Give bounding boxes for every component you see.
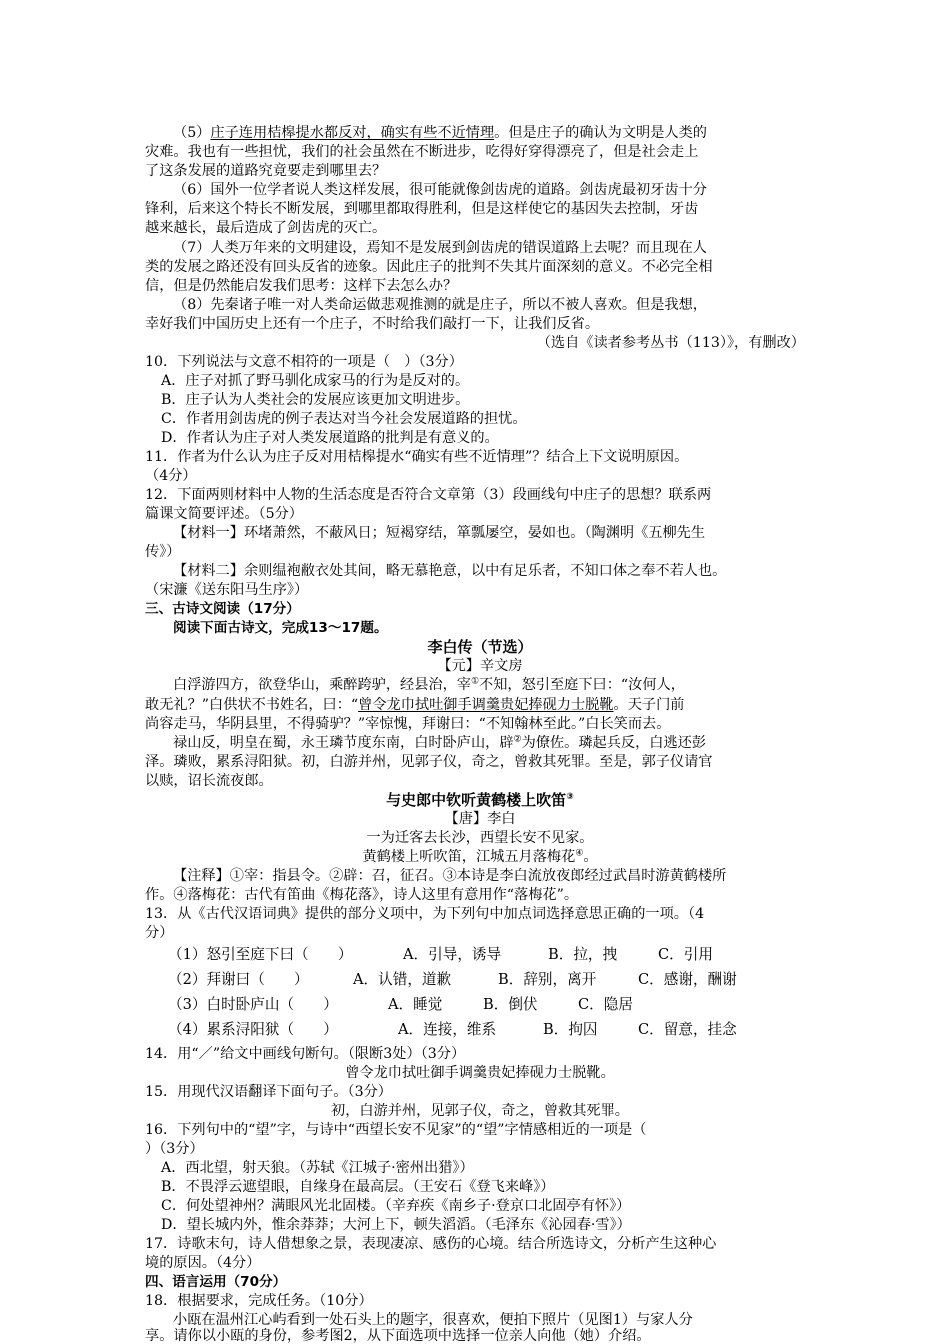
- prose-line1: [173, 675, 843, 695]
- q13-option-b: B．倒伏: [483, 996, 538, 1013]
- passage-p7-line1: （7）人类万年来的文明建设，焉知不是发展到剑齿虎的错误道路上去呢？而且现在人: [173, 240, 707, 256]
- poem-line1: 一为迁客去长沙，西望长安不见家。: [366, 830, 594, 846]
- q10-option-b: B．庄子认为人类社会的发展应该更加文明进步。: [161, 392, 470, 408]
- poem-line2-end: 。: [583, 849, 598, 865]
- prose-line1-b: 不知，怒引至庭下曰：“汝何人，: [479, 677, 685, 693]
- q13-option-b: B．拉，拽: [548, 946, 618, 963]
- passage-p5-line2: 灾难。我也有一些担忧，我们的社会虽然在不断进步，吃得好穿得漂亮了，但是社会走上: [145, 144, 699, 160]
- poem-line2-text: 黄鹤楼上听吹笛，江城五月落梅花: [362, 849, 576, 865]
- notes-line2: 作。④落梅花：古代有笛曲《梅花落》，诗人这里有意用作“落梅花”。: [145, 887, 579, 903]
- passage-p5-line3: 了这条发展的道路究竟要走到哪里去？: [145, 163, 387, 179]
- q12-material2-line1: 【材料二】余则缊袍敝衣处其间，略无慕艳意，以中有足乐者，不知口体之奉不若人也。: [173, 563, 727, 579]
- q18-stem: 18．根据要求，完成任务。（10分）: [145, 1293, 373, 1309]
- q13-item-question: （4）累系浔阳狱（ ）: [168, 1021, 338, 1038]
- prose-title: 李白传（节选）: [427, 638, 533, 656]
- q13-option-a: A．连接，维系: [398, 1021, 497, 1038]
- prose-line2: [145, 695, 815, 715]
- notes-line1: 【注释】①宰：指县令。②辟：召，征召。③本诗是李白流放夜郎经过武昌时游黄鹤楼所: [173, 868, 727, 884]
- q13-option-c: C．引用: [658, 946, 713, 963]
- q16-option-b: B．不畏浮云遮望眼，自缘身在最高层。（王安石《登飞来峰》）: [161, 1179, 555, 1195]
- prose-author: 【元】辛文房: [437, 658, 523, 674]
- passage-p7-line2: 类的发展之路还没有回头反省的迹象。因此庄子的批判不失其片面深刻的意义。不必完全相: [145, 259, 713, 275]
- p5-rest: 。但是庄子的确认为文明是人类的: [494, 125, 707, 141]
- prose-line4-b: 为僚佐。璘起兵反，白逃还彭: [521, 735, 707, 751]
- underlined-sentence: 曾令龙巾拭吐御手调羹贵妃捧砚力士脱靴: [358, 697, 614, 713]
- q13-option-a: A．引导，诱导: [403, 946, 502, 963]
- q12-material1-line2: 传》）: [145, 544, 181, 560]
- prose-line6: 以赎，诏长流夜郎。: [145, 773, 273, 789]
- q13-item-question: （3）白时卧庐山（ ）: [168, 996, 338, 1013]
- paragraph-number: （5）: [173, 125, 211, 141]
- q15-stem: 15．用现代汉语翻译下面句子。（3分）: [145, 1084, 392, 1100]
- q16-option-a: A．西北望，射天狼。（苏轼《江城子·密州出猎》）: [161, 1160, 474, 1176]
- prose-line5: 泽。璘败，累系浔阳狱。初，白游并州，见郭子仪，奇之，曾救其死罪。至是，郭子仪请官: [145, 754, 713, 770]
- poem-line2: [145, 847, 815, 867]
- poem-title: [145, 790, 815, 810]
- q11-line1: 11．作者为什么认为庄子反对用桔槔提水“确实有些不近情理”？结合上下文说明原因。: [145, 449, 689, 465]
- passage-p6-line1: （6）国外一位学者说人类这样发展，很可能就像剑齿虎的道路。剑齿虎最初牙齿十分: [173, 182, 707, 198]
- q16-option-d: D．望长城内外，惟余莽莽；大河上下，顿失滔滔。（毛泽东《沁园春·雪》）: [161, 1217, 631, 1233]
- note-marker: ①: [470, 676, 480, 687]
- q11-line2: （4分）: [145, 468, 197, 484]
- q15-sentence: 初，白游并州，见郭子仪，奇之，曾救其死罪。: [331, 1103, 629, 1119]
- prose-line2-b: 。天子门前: [613, 697, 685, 713]
- prose-line4-a: 禄山反，明皇在蜀，永王璘节度东南，白时卧庐山，辟: [173, 735, 514, 751]
- poem-title-text: 与史郎中钦听黄鹤楼上吹笛: [386, 791, 567, 809]
- prose-line2-a: 敢无礼？”白供状不书姓名，曰：“: [145, 697, 359, 713]
- underlined-sentence: 庄子连用桔槔提水都反对，确实有些不近情理: [210, 125, 495, 141]
- q16-option-c: C．何处望神州？满眼风光北固楼。（辛弃疾《南乡子·登京口北固亭有怀》）: [161, 1198, 631, 1214]
- passage-p5-line1: [173, 123, 843, 143]
- q10-stem: 10．下列说法与文意不相符的一项是（ ）（3分）: [145, 354, 463, 370]
- q13-item-question: （1）怒引至庭下曰（ ）: [168, 946, 353, 963]
- q13-line2: 分）: [145, 925, 174, 941]
- q12-line1: 12．下面两则材料中人物的生活态度是否符合文章第（3）段画线句中庄子的思想？联系两: [145, 487, 712, 503]
- q18-line1: 小瓯在温州江心屿看到一处石头上的题字，很喜欢，便拍下照片（见图1）与家人分: [173, 1312, 693, 1328]
- q13-option-c: C．隐居: [578, 996, 633, 1013]
- prose-line1-a: 白浮游四方，欲登华山，乘醉跨驴，经县治，宰: [173, 677, 471, 693]
- note-marker: ②: [513, 734, 522, 745]
- prose-line4: [173, 733, 843, 753]
- q12-material2-line2: （宋濂《送东阳马生序》）: [145, 582, 309, 598]
- section3-intro: 阅读下面古诗文，完成13～17题。: [173, 620, 388, 636]
- q13-option-b: B．辞别，离开: [498, 971, 597, 988]
- q13-option-a: A．认错，道歉: [353, 971, 452, 988]
- passage-source: （选自《读者参考丛书（113）》，有删改）: [536, 335, 805, 351]
- q17-line1: 17．诗歌末句，诗人借想象之景，表现凄凉、感伤的心境。结合所选诗文，分析产生这种心: [145, 1236, 717, 1252]
- q13-option-a: A．睡觉: [388, 996, 443, 1013]
- prose-line3: 尚容走马，华阴县里，不得骑驴？”宰惊愧，拜谢曰：“不知翰林至此。”白长笑而去。: [145, 716, 671, 732]
- q13-option-c: C．感谢，酬谢: [638, 971, 737, 988]
- poem-author: 【唐】李白: [444, 811, 516, 827]
- passage-p7-line3: 信，但是仍然能启发我们思考：这样下去怎么办？: [145, 278, 458, 294]
- note-marker: ③: [566, 792, 574, 802]
- q17-line2: 境的原因。（4分）: [145, 1255, 261, 1271]
- passage-p6-line3: 越来越长，最后造成了剑齿虎的灭亡。: [145, 220, 387, 236]
- q16-line2: ）（3分）: [145, 1141, 204, 1157]
- section3-title: 三、古诗文阅读（17分）: [145, 601, 300, 617]
- q12-line2: 篇课文简要评述。（5分）: [145, 506, 303, 522]
- q10-option-d: D．作者认为庄子对人类发展道路的批判是有意义的。: [161, 430, 499, 446]
- q16-line1: 16．下列句中的“望”字，与诗中“西望长安不见家”的“望”字情感相近的一项是（: [145, 1122, 647, 1138]
- q13-option-b: B．拘囚: [543, 1021, 598, 1038]
- passage-p8-line1: （8）先秦诸子唯一对人类命运做悲观推测的就是庄子，所以不被人喜欢。但是我想，: [173, 297, 707, 313]
- q13-item-question: （2）拜谢曰（ ）: [168, 971, 309, 988]
- passage-p6-line2: 锋利，后来这个特长不断发展，到哪里都取得胜利，但是这样使它的基因失去控制，牙齿: [145, 201, 699, 217]
- note-marker: ④: [575, 848, 584, 859]
- q14-sentence: 曾令龙巾拭吐御手调羹贵妃捧砚力士脱靴。: [345, 1065, 615, 1081]
- q10-option-a: A．庄子对抓了野马驯化成家马的行为是反对的。: [161, 373, 470, 389]
- q13-line1: 13．从《古代汉语词典》提供的部分义项中，为下列句中加点词选择意思正确的一项。（4: [145, 906, 705, 922]
- section4-title: 四、语言运用（70分）: [145, 1274, 287, 1290]
- q12-material1-line1: 【材料一】环堵萧然，不蔽风日；短褐穿结，箪瓢屡空，晏如也。（陶渊明《五柳先生: [173, 525, 706, 541]
- q14-stem: 14．用“／”给文中画线句断句。（限断3处）（3分）: [145, 1046, 466, 1062]
- passage-p8-line2: 幸好我们中国历史上还有一个庄子，不时给我们敲打一下，让我们反省。: [145, 316, 600, 332]
- q18-line2: 享。请你以小瓯的身份，参考图2，从下面选项中选择一位亲人向他（她）介绍。: [145, 1328, 651, 1344]
- q13-option-c: C．留意，挂念: [638, 1021, 737, 1038]
- q10-option-c: C．作者用剑齿虎的例子表达对当今社会发展道路的担忧。: [161, 411, 527, 427]
